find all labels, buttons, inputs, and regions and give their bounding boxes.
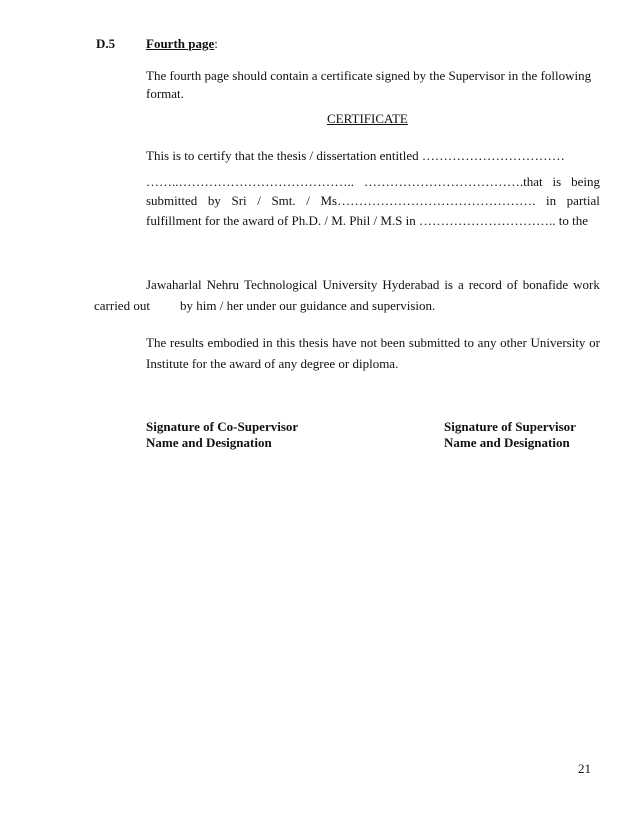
justified-word: submitted bbox=[408, 335, 461, 350]
justified-word: is bbox=[444, 277, 453, 292]
justified-word: have bbox=[332, 335, 357, 350]
section-number: D.5 bbox=[96, 36, 116, 51]
justified-word: / bbox=[257, 193, 261, 208]
supervisor-name-label: Name and Designation bbox=[444, 435, 570, 450]
justified-word: to bbox=[463, 335, 474, 350]
justified-word: record bbox=[468, 277, 502, 292]
co-supervisor-signature-label: Signature of Co-Supervisor bbox=[146, 419, 299, 434]
justified-word: ……..………………………………….. bbox=[146, 174, 354, 189]
justified-word: submitted bbox=[146, 193, 198, 208]
section-title: Fourth page bbox=[146, 36, 215, 51]
intro-line-1: The fourth page should contain a certificate signed by the Supervisor in the following bbox=[146, 68, 592, 83]
justified-word: bonafide bbox=[522, 277, 569, 292]
justified-word: work bbox=[573, 277, 600, 292]
justified-word: of bbox=[506, 277, 518, 292]
certificate-para2-line2-end: by him / her under our guidance and supervision. bbox=[180, 298, 436, 313]
justified-word: Sri bbox=[231, 193, 247, 208]
justified-word: Smt. bbox=[271, 193, 296, 208]
justified-word: any bbox=[477, 335, 497, 350]
certificate-para1-line3 bbox=[146, 193, 600, 209]
justified-word: Technological bbox=[244, 277, 318, 292]
justified-word: Jawaharlal bbox=[146, 277, 202, 292]
section-title-colon: : bbox=[214, 36, 218, 51]
certificate-para2-line2-start: carried out bbox=[94, 298, 150, 313]
certificate-para2-line1 bbox=[146, 277, 600, 293]
page-number: 21 bbox=[578, 761, 591, 776]
certificate-para1-line2 bbox=[146, 174, 600, 190]
justified-word: Ms………………………………………. bbox=[320, 193, 536, 208]
certificate-para1-line1: This is to certify that the thesis / dissertation entitled …………………………… bbox=[146, 148, 565, 163]
justified-word: been bbox=[380, 335, 406, 350]
justified-word: The bbox=[146, 335, 167, 350]
justified-word: Hyderabad bbox=[382, 277, 440, 292]
justified-word: University bbox=[322, 277, 378, 292]
justified-word: results bbox=[169, 335, 204, 350]
justified-word: / bbox=[306, 193, 310, 208]
justified-word: or bbox=[589, 335, 600, 350]
intro-line-2: format. bbox=[146, 86, 184, 101]
justified-word: by bbox=[207, 193, 221, 208]
justified-word: partial bbox=[566, 193, 600, 208]
justified-word: a bbox=[457, 277, 464, 292]
certificate-para3-line2: Institute for the award of any degree or diploma. bbox=[146, 356, 399, 371]
justified-word: other bbox=[500, 335, 527, 350]
certificate-heading: CERTIFICATE bbox=[327, 111, 408, 126]
justified-word: is bbox=[552, 174, 562, 189]
section-heading bbox=[146, 36, 218, 52]
justified-word: this bbox=[276, 335, 296, 350]
justified-word: thesis bbox=[298, 335, 329, 350]
supervisor-signature-label: Signature of Supervisor bbox=[444, 419, 576, 434]
certificate-para1-line4: fulfillment for the award of Ph.D. / M. Phil / M.S in ………………………….. to the bbox=[146, 213, 588, 228]
co-supervisor-name-label: Name and Designation bbox=[146, 435, 272, 450]
certificate-para3-line1 bbox=[146, 335, 600, 351]
justified-word: University bbox=[530, 335, 586, 350]
justified-word: not bbox=[360, 335, 377, 350]
justified-word: embodied bbox=[207, 335, 259, 350]
justified-word: in bbox=[262, 335, 273, 350]
justified-word: in bbox=[545, 193, 557, 208]
justified-word: ……………………………….that bbox=[363, 174, 543, 189]
justified-word: being bbox=[571, 174, 600, 189]
justified-word: Nehru bbox=[206, 277, 240, 292]
